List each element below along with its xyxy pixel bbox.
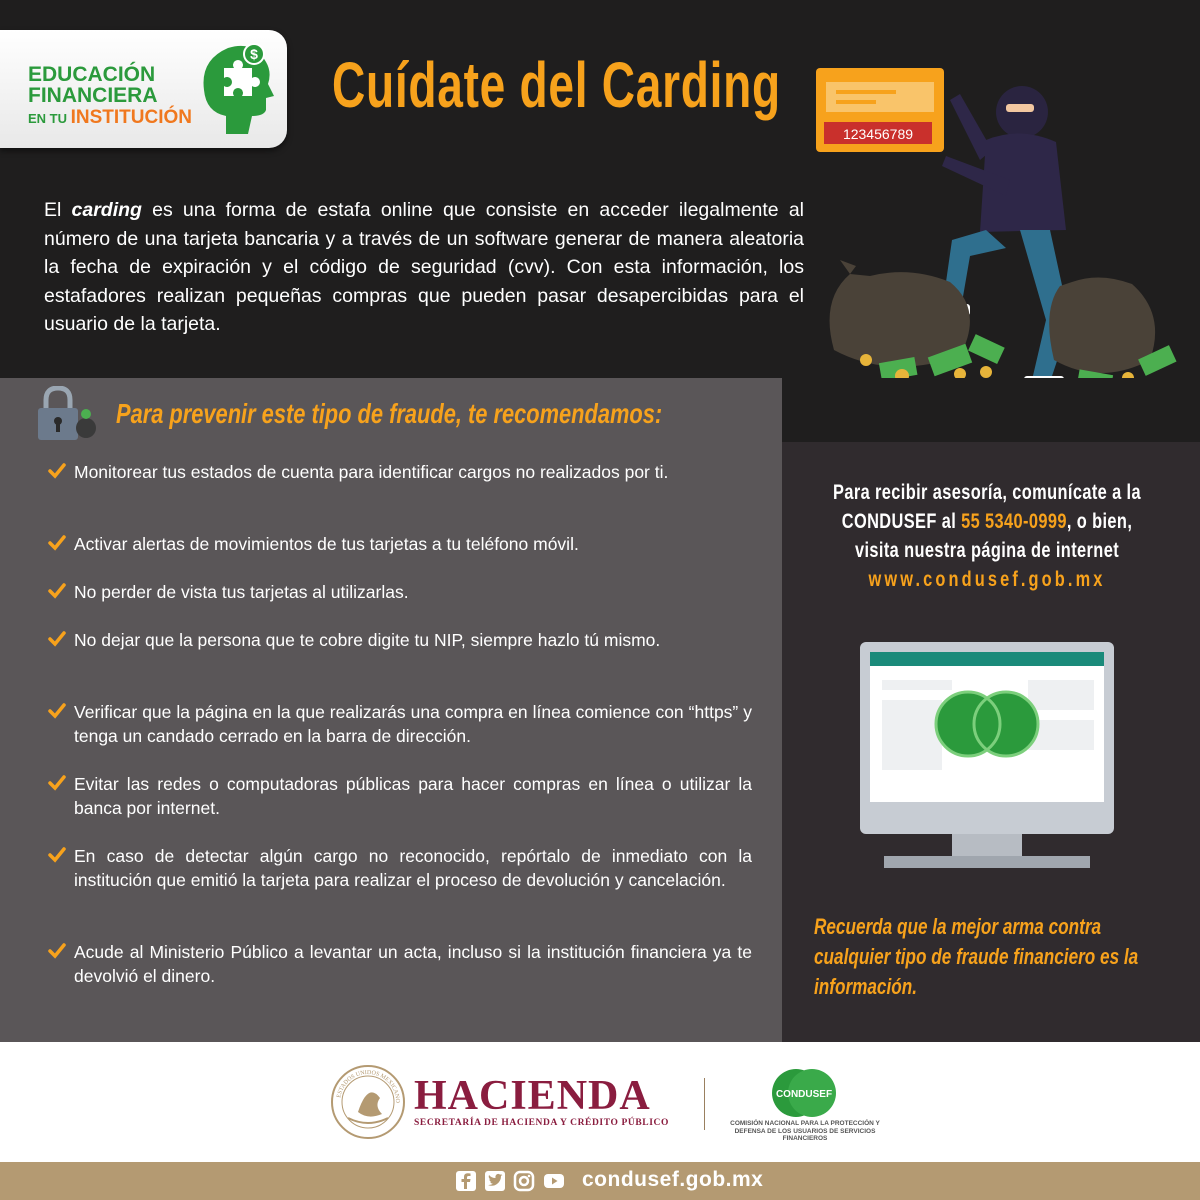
footer-divider — [704, 1078, 705, 1130]
tip-text: Acude al Ministerio Público a levantar un acta, incluso si la institución financiera ya te devolvió el dinero. — [74, 942, 752, 986]
logo-line-3a: EN TU — [28, 111, 67, 126]
tip-text: No dejar que la persona que te cobre digite tu NIP, siempre hazlo tú mismo. — [74, 630, 661, 650]
card-number: 123456789 — [842, 126, 914, 142]
check-icon — [48, 846, 66, 864]
website-link[interactable]: www.condusef.gob.mx — [868, 568, 1106, 591]
tip-text: No perder de vista tus tarjetas al utilizarlas. — [74, 582, 409, 602]
contact-line-2b: , o bien, — [1066, 510, 1133, 533]
list-item — [48, 532, 752, 580]
thief-illustration — [810, 60, 1200, 400]
check-icon — [48, 534, 66, 552]
check-icon — [48, 702, 66, 720]
puzzle-head-icon — [196, 38, 274, 138]
check-icon — [48, 942, 66, 960]
list-item — [48, 580, 752, 628]
condusef-subtitle: COMISIÓN NACIONAL PARA LA PROTECCIÓN Y DEFENSA DE LOS USUARIOS DE SERVICIOS FINANCIEROS — [730, 1120, 880, 1142]
twitter-icon[interactable] — [484, 1170, 506, 1192]
padlock-icon — [34, 386, 98, 442]
facebook-icon[interactable] — [455, 1170, 477, 1192]
list-item — [48, 460, 752, 532]
footer-website-link[interactable]: condusef.gob.mx — [582, 1168, 764, 1191]
logo-line-3b: INSTITUCIÓN — [70, 107, 193, 128]
tip-text: Verificar que la página en la que realizarás una compra en línea comience con “https” y tenga un candado cerrado en la barra de dirección. — [74, 702, 752, 746]
intro-paragraph — [44, 196, 804, 339]
logo-card — [0, 30, 287, 148]
condusef-logo — [762, 1066, 846, 1120]
list-item — [48, 628, 752, 700]
condusef-logo-text: CONDUSEF — [775, 1089, 833, 1100]
contact-text — [812, 478, 1163, 594]
contact-line-1: Para recibir asesoría, comunícate a la — [832, 481, 1142, 504]
check-icon — [48, 774, 66, 792]
contact-info — [812, 478, 1162, 594]
list-item — [48, 940, 752, 988]
list-item — [48, 844, 752, 940]
page-title: Cuídate del Carding — [332, 49, 781, 121]
intro-emphasis: carding — [71, 199, 142, 221]
monitor-icon — [858, 640, 1116, 880]
intro-part-1: El — [44, 199, 72, 221]
logo-line-3 — [28, 108, 192, 127]
seal-text: ESTADOS UNIDOS MEXICANO — [336, 1069, 401, 1103]
tips-heading: Para prevenir este tipo de fraude, te recomendamos: — [116, 398, 663, 429]
contact-line-2a: CONDUSEF al — [841, 510, 962, 533]
instagram-icon[interactable] — [513, 1170, 535, 1192]
list-item — [48, 772, 752, 844]
youtube-icon[interactable] — [542, 1170, 564, 1192]
logo-line-2: FINANCIERA — [28, 84, 158, 107]
mexico-seal-icon — [328, 1062, 408, 1142]
right-top-band — [782, 378, 1200, 442]
contact-line-3: visita nuestra página de internet — [854, 539, 1120, 562]
tip-text: Monitorear tus estados de cuenta para identificar cargos no realizados por ti. — [74, 462, 669, 482]
tips-list — [48, 460, 752, 988]
svg-text:ESTADOS UNIDOS MEXICANOS — [328, 1062, 400, 1104]
check-icon — [48, 462, 66, 480]
tip-text: Evitar las redes o computadoras públicas para hacer compras en línea o utilizar la banca por internet. — [74, 774, 752, 818]
tip-text: En caso de detectar algún cargo no reconocido, repórtalo de inmediato con la institución que emitió la tarjeta para realizar el proceso de devolución y cancelación. — [74, 846, 752, 890]
list-item — [48, 700, 752, 772]
reminder-text: Recuerda que la mejor arma contra cualquier tipo de fraude financiero es la información. — [814, 914, 1139, 999]
check-icon — [48, 582, 66, 600]
hacienda-logo-text: HACIENDA — [414, 1073, 651, 1119]
intro-part-2: es una forma de estafa online que consiste en acceder ilegalmente al número de una tarjeta bancaria y a través de un software generar de manera aleatoria la fecha de expiración y el código de seguridad (cvv). Con esta información, los estafadores realizan pequeñas compras que pueden pasar desapercibidas para el usuario de la tarjeta. — [44, 199, 804, 335]
hacienda-subtitle: SECRETARÍA DE HACIENDA Y CRÉDITO PÚBLICO — [414, 1118, 669, 1128]
svg-text:$: $ — [250, 46, 258, 62]
social-icons — [455, 1170, 564, 1192]
phone-number[interactable]: 55 5340-0999 — [961, 510, 1067, 533]
logo-line-1: EDUCACIÓN — [28, 63, 156, 86]
logo-text — [28, 64, 192, 127]
check-icon — [48, 630, 66, 648]
tip-text: Activar alertas de movimientos de tus tarjetas a tu teléfono móvil. — [74, 534, 579, 554]
